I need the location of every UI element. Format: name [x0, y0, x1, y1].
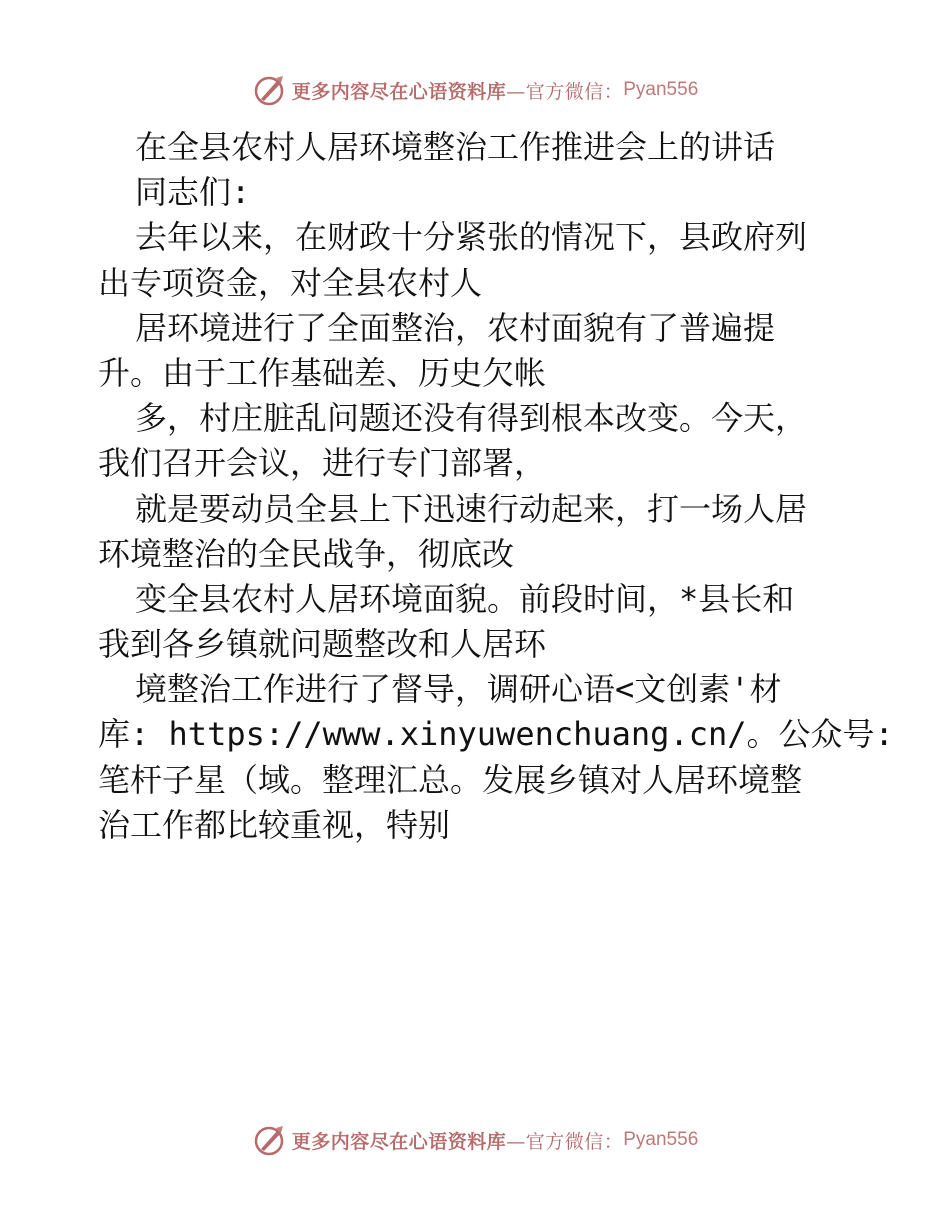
text-line: 出专项资金，对全县农村人 [98, 263, 483, 302]
watermark-id: Pyan556 [623, 79, 699, 100]
text-line: 居环境进行了全面整治，农村面貌有了普遍提 [135, 308, 776, 347]
header-watermark [0, 70, 950, 110]
watermark-text: 更多内容尽在心语资料库 [291, 80, 507, 103]
text-line: 变全县农村人居环境面貌。前段时间，*县长和 [135, 579, 795, 618]
salutation: 同志们: [135, 173, 251, 212]
text-line: 就是要动员全县上下迅速行动起来，打一场人居 [135, 489, 808, 528]
watermark-id: Pyan556 [623, 1129, 699, 1150]
text-line: 治工作都比较重视，特别 [98, 805, 451, 844]
text-line: 境整治工作进行了督导，调研心语<文创素'材 [135, 670, 782, 709]
text-line: 环境整治的全民战争，彻底改 [98, 534, 515, 573]
text-line: 多，村庄脏乱问题还没有得到根本改变。今天， [135, 399, 808, 438]
document-title: 在全县农村人居环境整治工作推进会上的讲话 [135, 128, 776, 166]
text-line: 升。由于工作基础差、历史欠帐 [98, 353, 547, 392]
text-line: 库: https://www.xinyuwenchuang.cn/。公众号: [98, 715, 894, 754]
quill-logo-icon [252, 1122, 288, 1158]
watermark-sub: —官方微信： [506, 1130, 624, 1153]
watermark-text: 更多内容尽在心语资料库 [291, 1130, 507, 1153]
text-line: 笔杆子星（域。整理汇总。发展乡镇对人居环境整 [98, 760, 803, 799]
text-line: 我到各乡镇就问题整改和人居环 [98, 625, 547, 664]
quill-logo-icon [252, 72, 288, 108]
footer-watermark [0, 1120, 950, 1160]
text-line: 我们召开会议，进行专门部署， [98, 444, 547, 483]
text-line: 去年以来，在财政十分紧张的情况下，县政府列 [135, 218, 808, 257]
watermark-sub: —官方微信： [506, 80, 624, 103]
document-body [98, 125, 894, 848]
